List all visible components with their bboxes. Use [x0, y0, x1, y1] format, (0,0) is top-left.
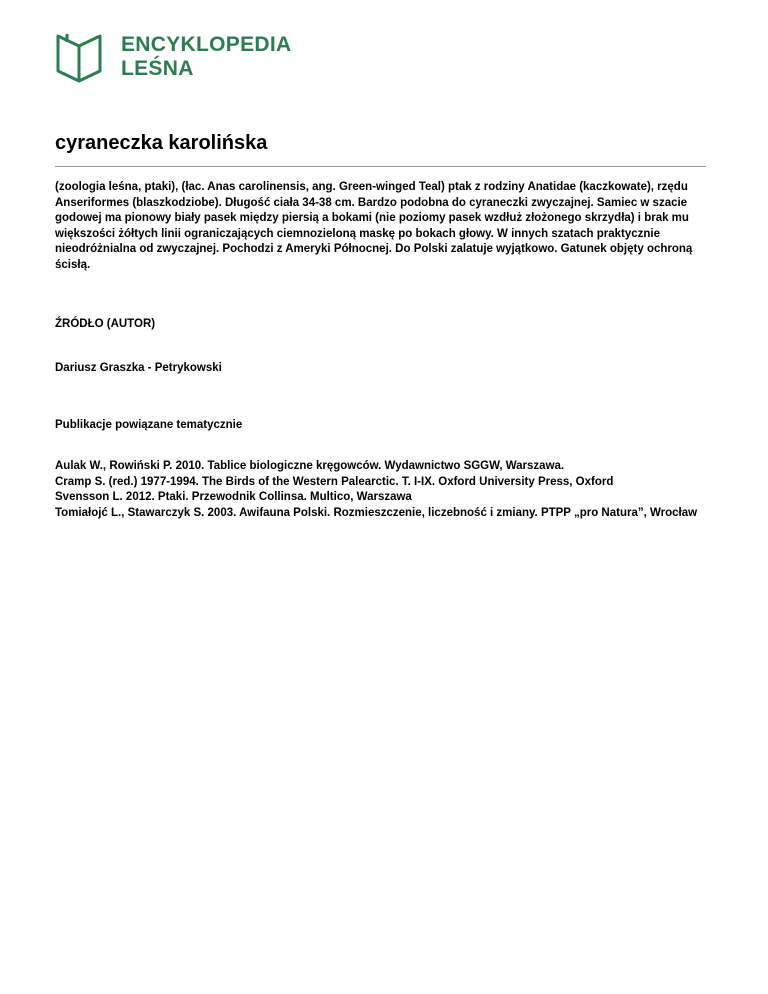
- logo: [55, 32, 291, 84]
- author-name: Dariusz Graszka - Petrykowski: [55, 362, 222, 374]
- reference-item: Svensson L. 2012. Ptaki. Przewodnik Collinsa. Multico, Warszawa: [55, 491, 412, 503]
- logo-text: [121, 33, 291, 81]
- logo-line-2: LEŚNA: [121, 57, 194, 80]
- page-title: cyraneczka karolińska: [55, 132, 268, 154]
- related-heading: Publikacje powiązane tematycznie: [55, 419, 243, 431]
- logo-line-1: ENCYKLOPEDIA: [121, 33, 292, 56]
- reference-item: Tomiałojć L., Stawarczyk S. 2003. Awifauna Polski. Rozmieszczenie, liczebność i zmiany. PTPP „pro Natura”, Wrocław: [55, 506, 698, 519]
- reference-list: [55, 459, 706, 521]
- reference-item: Aulak W., Rowiński P. 2010. Tablice biologiczne kręgowców. Wydawnictwo SGGW, Warszawa.: [55, 460, 565, 472]
- title-divider: [55, 166, 706, 167]
- source-heading: ŹRÓDŁO (AUTOR): [55, 318, 156, 330]
- open-book-icon: [55, 32, 103, 84]
- reference-item: Cramp S. (red.) 1977-1994. The Birds of the Western Palearctic. T. I-IX. Oxford University Press, Oxford: [55, 475, 614, 488]
- entry-description: (zoologia leśna, ptaki), (łac. Anas carolinensis, ang. Green-winged Teal) ptak z rodziny Anatidae (kaczkowate), rzędu Anseriformes (blaszkodziobe). Długość ciała 34-38 cm. Bardzo podobna do cyraneczki zwyczajnej. Samiec w szacie godowej ma pionowy biały pasek między piersią a bokami (nie poziomy pasek wzdłuż złożonego skrzydła) i brak mu większości żółtych linii ograniczających ciemnozieloną maskę po bokach głowy. W innych szatach praktycznie nieodróżnialna od zwyczajnej. Pochodzi z Ameryki Północnej. Do Polski zalatuje wyjątkowo. Gatunek objęty ochroną ścisłą.: [55, 181, 693, 271]
